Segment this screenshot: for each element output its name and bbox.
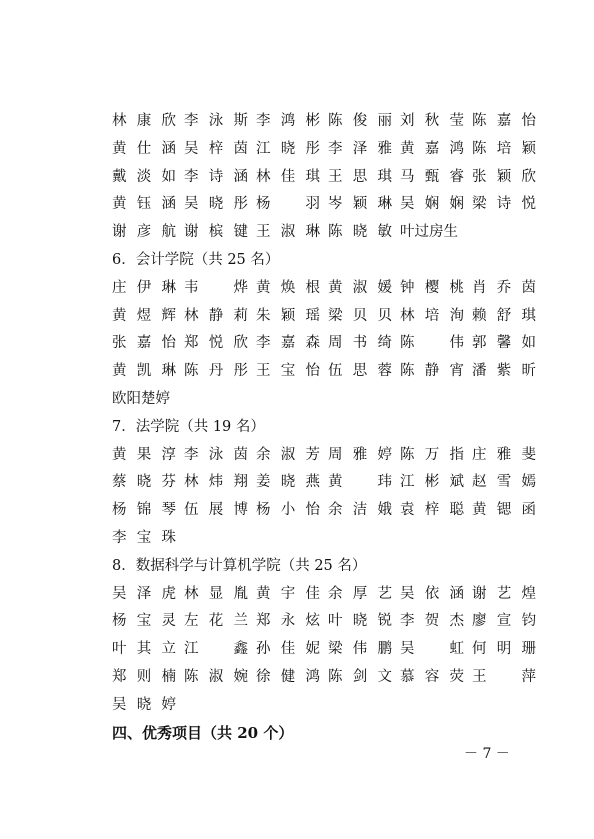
awardee-name: 杨 羽 [256,196,320,213]
awardee-name: 谢艺煌 [472,585,536,602]
awardee-name: 江 鑫 [184,641,248,658]
awardee-name: 吴泽虎 [112,585,176,602]
awardee-name: 林康欣 [112,113,176,129]
awardee-name: 林佳琪 [256,168,320,185]
awardee-name: 廖宣钧 [472,613,536,630]
awardee-name: 黄淑媛 [328,279,392,296]
awardee-name: 赖舒琪 [472,307,536,324]
page-number: － 7 － [464,746,510,762]
awardee-name: 黄嘉鸿 [400,140,464,157]
awardee-name: 叶过房生 [400,224,458,241]
awardee-name: 吴 虹 [400,641,464,658]
awardee-name: 张嘉怡 [112,335,176,352]
awardee-name: 谢彦航 [112,224,176,241]
awardee-name: 王 萍 [472,669,536,685]
awardee-name: 梁诗悦 [472,196,536,213]
awardee-name: 黄锶函 [472,502,536,519]
awardee-name: 余厚艺 [328,585,392,602]
awardee-name: 郭馨如 [472,335,536,352]
awardee-name: 梁伟鹏 [328,641,392,658]
awardee-name: 吴娴娴 [400,196,464,213]
awardee-name: 徐健鸿 [256,669,320,685]
awardee-name: 叶晓锐 [328,613,392,630]
college-heading: 7．法学院（共 19 名） [112,418,265,435]
awardee-name: 林炜翔 [184,474,248,491]
awardee-name: 郑永炫 [256,613,320,630]
awardee-name: 伍展博 [184,502,248,519]
awardee-name: 李泽雅 [328,140,392,157]
awardee-name: 何明珊 [472,641,536,658]
awardee-name: 伍思蓉 [328,363,392,380]
awardee-name: 李泳斯 [184,113,248,129]
awardee-name: 林静莉 [184,307,248,324]
awardee-name: 陈俊丽 [328,113,392,129]
awardee-name: 黄宇佳 [256,585,320,602]
awardee-name: 刘秋莹 [400,113,464,129]
awardee-name: 王淑琳 [256,224,320,241]
awardee-name: 江晓彤 [256,140,320,157]
awardee-name: 江彬斌 [400,474,464,491]
awardee-name: 陈静宵 [400,363,464,380]
awardee-name: 杨小怡 [256,502,320,519]
awardee-name: 吴晓婷 [112,696,176,713]
awardee-name: 陈淑婉 [184,669,248,685]
awardee-name: 吴晓彤 [184,196,248,213]
awardee-name: 杨锦琴 [112,502,176,519]
awardee-name: 郑则楠 [112,669,176,685]
awardee-name: 吴梓茵 [184,140,248,157]
awardee-name: 陈培颖 [472,140,536,157]
awardee-name: 钟樱桃 [400,279,464,296]
awardee-name: 戴淡如 [112,168,176,185]
college-heading: 6．会计学院（共 25 名） [112,252,280,268]
awardee-name: 姜晓燕 [256,474,320,491]
awardee-name: 余淑芳 [256,446,320,463]
awardee-name: 李宝珠 [112,530,176,546]
awardee-name: 周雅婷 [328,446,392,463]
awardee-name: 陈嘉怡 [472,113,536,129]
awardee-name: 李鸿彬 [256,113,320,129]
awardee-name: 陈 伟 [400,335,464,352]
awardee-name: 孙佳妮 [256,641,320,658]
awardee-name: 庄伊琳 [112,279,176,296]
awardee-name: 李诗涵 [184,168,248,185]
awardee-name: 蔡晓芬 [112,474,176,491]
awardee-name: 肖乔茵 [472,279,536,296]
awardee-name: 陈晓敏 [328,224,392,241]
awardee-name: 李贺杰 [400,613,464,630]
awardee-name: 赵雪嫣 [472,474,536,491]
awardee-name: 李嘉森 [256,335,320,352]
awardee-name: 黄焕根 [256,279,320,296]
awardee-name: 王宝怡 [256,363,320,380]
awardee-name: 欧阳楚婷 [112,391,170,407]
awardee-name: 黄 玮 [328,474,392,491]
awardee-name: 陈剑文 [328,669,392,685]
awardee-name: 杨宝灵 [112,613,176,630]
awardee-name: 陈丹彤 [184,363,248,380]
awardee-name: 余洁娥 [328,502,392,519]
awardee-name: 黄仕涵 [112,140,176,157]
awardee-name: 张颖欣 [472,168,536,185]
awardee-name: 左花兰 [184,613,248,630]
section-heading: 四、优秀项目（共 20 个） [112,723,294,742]
awardee-name: 李泳茵 [184,446,248,463]
awardee-name: 吴依涵 [400,585,464,602]
awardee-name: 韦 烨 [184,279,248,296]
awardee-name: 庄雅斐 [472,446,536,463]
awardee-name: 林培洵 [400,307,464,324]
awardee-name: 黄煜辉 [112,307,176,324]
awardee-name: 郑悦欣 [184,335,248,352]
awardee-name: 慕容荧 [400,669,464,685]
awardee-name: 林显胤 [184,585,248,602]
awardee-name: 陈万指 [400,446,464,463]
awardee-name: 朱颖瑶 [256,307,320,324]
awardee-name: 梁贝贝 [328,307,392,324]
awardee-name: 马甄睿 [400,168,464,185]
awardee-name: 黄凯琳 [112,363,176,380]
awardee-name: 周书绮 [328,335,392,352]
awardee-name: 王思琪 [328,168,392,185]
awardee-name: 谢槟键 [184,224,248,241]
awardee-name: 潘紫昕 [472,363,536,380]
awardee-name: 黄果淳 [112,446,176,463]
awardee-name: 叶其立 [112,641,176,658]
awardee-name: 岑颖琳 [328,196,392,213]
awardee-name: 袁梓聪 [400,502,464,519]
awardee-name: 黄钰涵 [112,196,176,213]
college-heading: 8．数据科学与计算机学院（共 25 名） [112,557,367,574]
